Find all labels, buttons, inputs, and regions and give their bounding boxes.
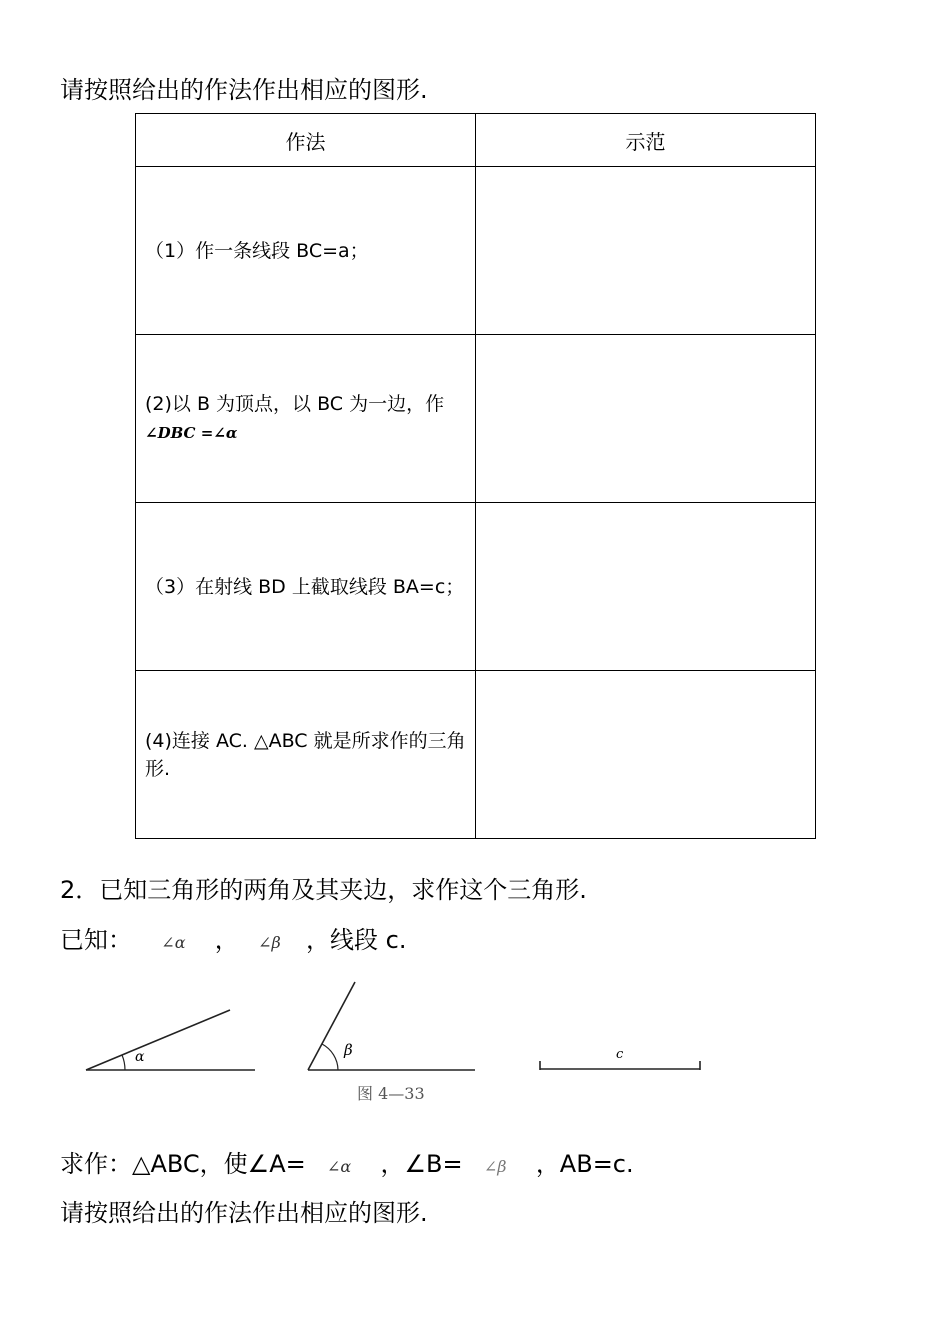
given-line: [60, 920, 406, 955]
step-3-demo-cell: [476, 503, 816, 671]
step-1-method: （1）作一条线段 BC=a；: [136, 167, 476, 335]
label-c: c: [616, 1047, 624, 1062]
header-demo: 示范: [476, 114, 816, 167]
step-2-demo-cell: [476, 335, 816, 503]
table-row: [136, 671, 816, 839]
table-header-row: [136, 114, 816, 167]
step-4-method: (4)连接 AC. △ABC 就是所求作的三角形.: [136, 671, 476, 839]
intro-text-2: 请按照给出的作法作出相应的图形.: [60, 1199, 428, 1227]
given-angle-alpha: ∠α: [161, 933, 186, 952]
table-row: [136, 167, 816, 335]
table-row: [136, 335, 816, 503]
find-prefix: 求作：△ABC，使∠A=: [60, 1150, 306, 1178]
given-comma: ，: [214, 926, 239, 954]
step-4-demo-cell: [476, 671, 816, 839]
angle-alpha-figure: [86, 1010, 255, 1070]
angle-beta-figure: [308, 982, 475, 1070]
header-method: 作法: [136, 114, 476, 167]
intro-text: 请按照给出的作法作出相应的图形.: [60, 76, 428, 104]
find-suffix: ，AB=c.: [535, 1150, 634, 1178]
construction-table: [135, 113, 816, 839]
given-prefix: 已知：: [60, 926, 132, 954]
find-angle-alpha: ∠α: [327, 1157, 352, 1176]
label-beta: β: [344, 1041, 353, 1059]
segment-c-figure: [540, 1047, 700, 1070]
figure-caption: 图 4—33: [357, 1084, 425, 1103]
question-2-title: 2．已知三角形的两角及其夹边，求作这个三角形.: [60, 876, 587, 904]
step-2-text: (2)以 B 为顶点，以 BC 为一边，作: [145, 393, 445, 415]
find-line: [60, 1144, 634, 1179]
step-3-method: （3）在射线 BD 上截取线段 BA=c；: [136, 503, 476, 671]
step-2-method: [136, 335, 476, 503]
figure-4-33: [75, 975, 715, 1110]
find-angle-beta: ∠β: [483, 1157, 507, 1176]
label-alpha: α: [135, 1049, 145, 1065]
table-row: [136, 503, 816, 671]
step-1-demo-cell: [476, 167, 816, 335]
given-angle-beta: ∠β: [258, 933, 281, 952]
find-mid: ，∠B=: [380, 1150, 463, 1178]
given-suffix: ，线段 c.: [306, 926, 407, 954]
step-2-formula: ∠DBC =∠α: [145, 424, 238, 442]
